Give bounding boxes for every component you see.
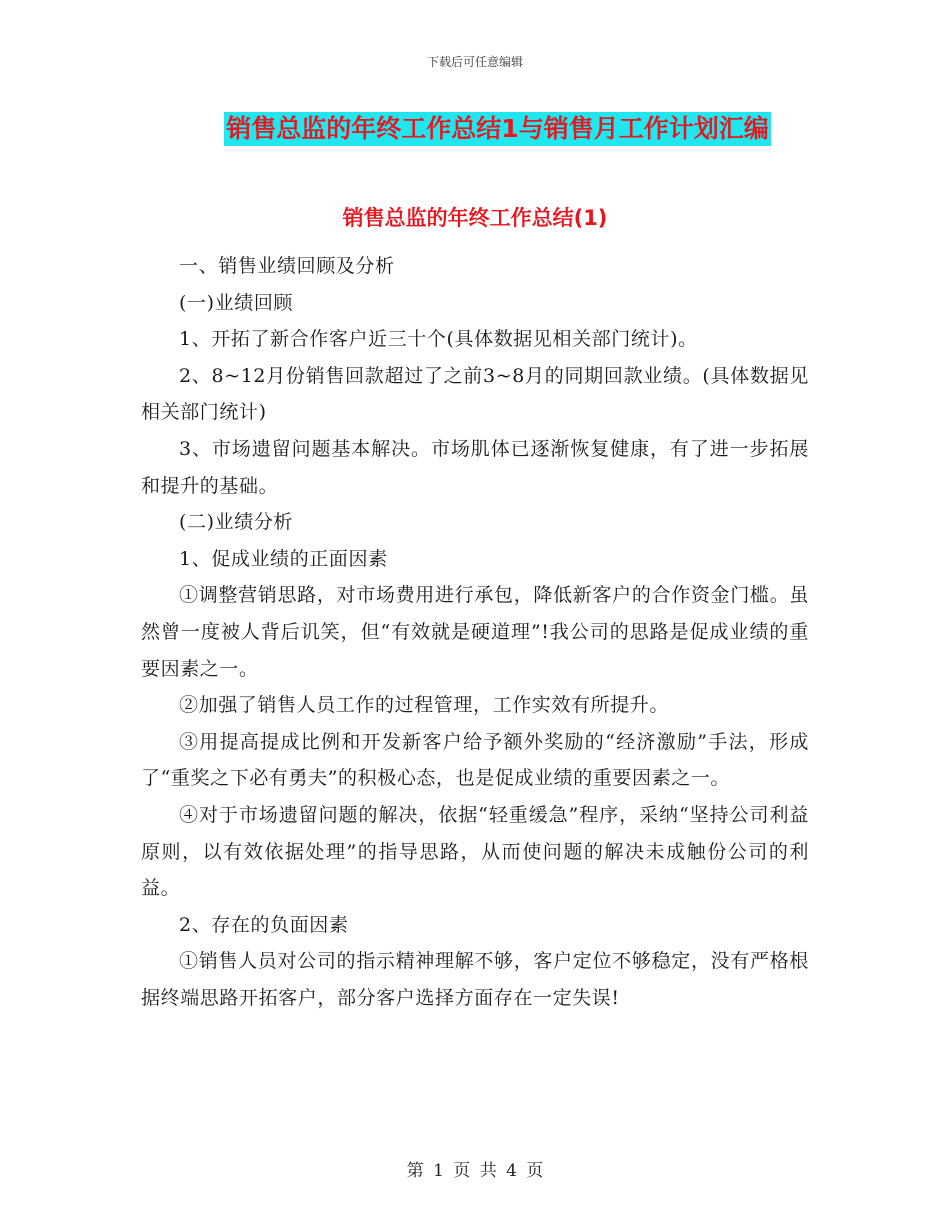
subheading-performance-review: (一)业绩回顾 xyxy=(179,291,294,314)
section-title: 销售总监的年终工作总结(1) xyxy=(342,206,608,230)
heading-positive-factors: 1、促成业绩的正面因素 xyxy=(179,547,388,570)
paragraph: ③用提高提成比例和开发新客户给予额外奖励的“经济激励”手法，形成了“重奖之下必有勇夫”的积极心态，也是促成业绩的重要因素之一。 xyxy=(141,730,809,790)
main-title-wrap xyxy=(0,112,950,146)
paragraph: 1、开拓了新合作客户近三十个(具体数据见相关部门统计)。 xyxy=(179,328,698,351)
header-note: 下载后可任意编辑 xyxy=(426,55,523,69)
paragraph: ②加强了销售人员工作的过程管理，工作实效有所提升。 xyxy=(179,694,670,717)
heading-sales-review: 一、销售业绩回顾及分析 xyxy=(179,255,395,277)
paragraph: 2、8~12月份销售回款超过了之前3~8月的同期回款业绩。(具体数据见相关部门统计) xyxy=(141,364,809,424)
paragraph: ①销售人员对公司的指示精神理解不够，客户定位不够稳定，没有严格根据终端思路开拓客户，部分客户选择方面存在一定失误! xyxy=(141,950,809,1009)
paragraph: ①调整营销思路，对市场费用进行承包，降低新客户的合作资金门槛。虽然曾一度被人背后讥笑，但“有效就是硬道理”!我公司的思路是促成业绩的重要因素之一。 xyxy=(141,584,809,680)
document-body xyxy=(141,248,809,1016)
paragraph: ④对于市场遗留问题的解决，依据“轻重缓急”程序，采纳“坚持公司利益原则，以有效依据处理”的指导思路，从而使问题的解决未成触份公司的利益。 xyxy=(141,803,809,900)
main-title: 销售总监的年终工作总结1与销售月工作计划汇编 xyxy=(224,112,770,146)
heading-negative-factors: 2、存在的负面因素 xyxy=(179,913,349,936)
paragraph: 3、市场遗留问题基本解决。市场肌体已逐渐恢复健康，有了进一步拓展和提升的基础。 xyxy=(141,437,809,497)
subheading-performance-analysis: (二)业绩分析 xyxy=(179,511,294,534)
page-footer: 第 1 页 共 4 页 xyxy=(406,1161,544,1181)
